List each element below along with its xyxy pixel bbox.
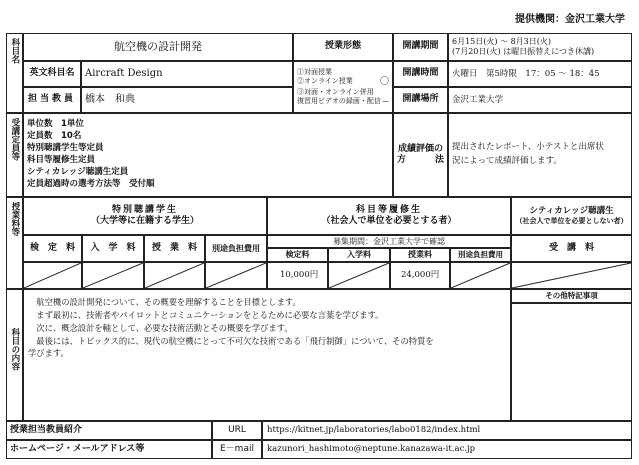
capacity-credited-auditors: 科目等履修生定員 <box>27 155 96 165</box>
special-tuition-header: 授 業 料 <box>144 235 205 262</box>
faculty-url-link[interactable]: https://kitnet.jp/laboratories/labo0182/index.html <box>262 421 632 440</box>
course-title: 航空機の設計開発 <box>23 33 293 61</box>
english-name-label: 英文科目名 <box>23 61 81 87</box>
credited-admission-fee-cell <box>328 262 390 289</box>
content-section-label: 科目の内容 <box>6 289 23 421</box>
capacity-total: 定員数 10名 <box>27 131 82 142</box>
period-value <box>448 33 632 61</box>
course-content <box>23 289 511 421</box>
location-label: 開講場所 <box>393 87 448 113</box>
special-extra-cost-header: 別途負担費用 <box>205 235 267 262</box>
fees-section-label: 授業料等 <box>6 197 23 289</box>
recruitment-period-note: 募集期間：金沢工業大学で確認 <box>267 235 511 248</box>
provider-label: 提供機関：金沢工業大学 <box>515 14 625 25</box>
credited-auditor-header: 科目等履修生 （社会人で単位を必要とする者） <box>267 197 511 235</box>
capacity-selection-method: 定員超過時の選考方法等 受付順 <box>27 178 155 189</box>
time-value: 火曜日 第5時限 17：05 ～ 18：45 <box>448 61 632 87</box>
content-line-5: 学びます。 <box>28 348 69 359</box>
city-college-fee-cell <box>511 262 632 289</box>
credited-extra-cost-header: 別途負担費用 <box>450 248 511 262</box>
credited-extra-cost-cell <box>450 262 511 289</box>
evaluation-label: 成績評価の 方 法 <box>393 113 448 197</box>
format-option-2: ②オンライン授業 〇 <box>297 77 389 87</box>
capacity-section-label: 受講定員等 <box>6 113 23 197</box>
format-option-3: ③対面・オンライン併用 <box>297 88 374 97</box>
location-value: 金沢工業大学 <box>448 87 632 113</box>
time-label: 開講時間 <box>393 61 448 87</box>
evaluation-line-2: 況によって成績評価します。 <box>452 156 562 166</box>
capacity-city-college: シティカレッジ聴講生定員 <box>27 166 129 177</box>
credited-tuition-header: 授業料 <box>390 248 450 262</box>
content-line-1: 航空機の設計開発について、その概要を理解することを目標とします。 <box>28 297 301 307</box>
other-notes-value <box>511 303 632 421</box>
instructor-value: 橋本 和典 <box>81 87 293 113</box>
special-exam-fee-header: 検 定 料 <box>23 235 82 262</box>
faculty-email-link[interactable]: kazunori_hashimoto@neptune.kanazawa-it.ac.jp <box>262 440 632 459</box>
evaluation-value <box>448 113 632 197</box>
city-college-header: シティカレッジ聴講生 （社会人で単位を必要としない者） <box>511 197 632 235</box>
content-line-2: まず最初に、技術者やパイロットとコミュニケーションをとるために必要な言葉を学びます。 <box>28 309 384 320</box>
capacity-details <box>23 113 393 197</box>
instructor-label: 担当教員 <box>23 87 81 113</box>
credited-exam-fee-header: 検定料 <box>267 248 328 262</box>
special-extra-cost-cell <box>205 262 267 289</box>
special-exam-fee-cell <box>23 262 82 289</box>
course-name-section-label: 科目名 <box>6 33 23 113</box>
credited-tuition-value: 24,000円 <box>390 262 450 289</box>
url-label: URL <box>212 421 262 440</box>
content-line-4: 最後には、トピックス的に、現代の航空機にとって不可欠な技術である「飛行制御」について、その特質を <box>28 335 434 346</box>
special-tuition-cell <box>144 262 205 289</box>
content-line-3: 次に、概念設計を軸として、必要な技術活動とその概要を学びます。 <box>28 322 293 333</box>
other-notes-label: その他特記事項 <box>511 289 632 303</box>
special-student-header: 特別聴講学生 （大学等に在籍する学生） <box>23 197 267 235</box>
evaluation-line-1: 提出されたレポート、小テストと出席状 <box>452 142 604 153</box>
english-name-value: Aircraft Design <box>81 61 293 87</box>
homepage-label: ホームページ・メールアドレス等 <box>6 440 212 459</box>
faculty-intro-label: 授業担当教員紹介 <box>6 421 212 440</box>
special-admission-fee-header: 入 学 料 <box>82 235 144 262</box>
format-options <box>293 61 393 113</box>
period-line-1: 6月15日(火) ～ 8月3日(火) <box>452 37 552 46</box>
period-label: 開講期間 <box>393 33 448 61</box>
credited-exam-fee-value: 10,000円 <box>267 262 328 289</box>
format-option-4: 復習用ビデオの録画・配信 — <box>297 97 389 105</box>
special-admission-fee-cell <box>82 262 144 289</box>
email-label: E－mail <box>212 440 262 459</box>
period-line-2: (7月20日(火) は曜日振替えにつき休講) <box>452 47 595 56</box>
capacity-special-students: 特別聴講学生等定員 <box>27 143 104 154</box>
format-label: 授業形態 <box>293 33 393 61</box>
credited-admission-fee-header: 入学料 <box>328 248 390 262</box>
city-college-fee-header: 受 講 料 <box>511 235 632 262</box>
format-option-1: ①対面授業 <box>297 68 332 77</box>
capacity-credits: 単位数 1単位 <box>27 119 84 130</box>
